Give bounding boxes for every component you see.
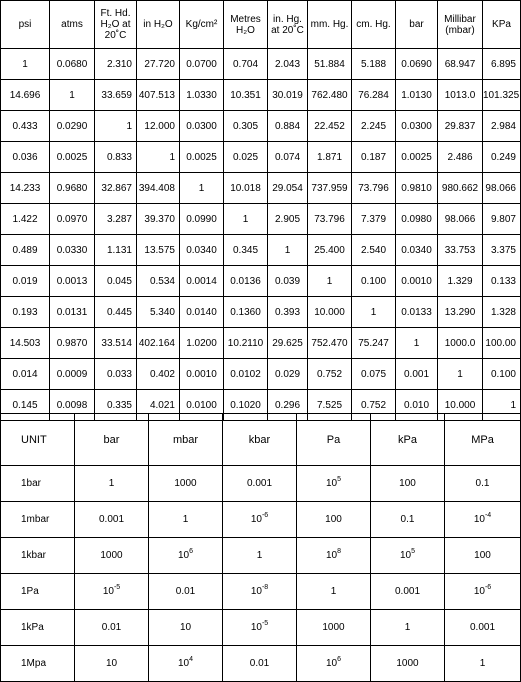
table-cell (297, 502, 371, 538)
exponent: 4 (189, 656, 194, 663)
table-cell (371, 610, 445, 646)
cell-value: 0.01 (249, 658, 270, 669)
table-cell (223, 502, 297, 538)
table-row (1, 80, 521, 111)
table-cell (1, 574, 75, 610)
table-cell: 0.193 (1, 297, 50, 328)
table-cell: 737.959 (308, 173, 352, 204)
table-cell (371, 646, 445, 682)
table-cell: 0.100 (483, 359, 521, 390)
column-header: KPa (483, 1, 521, 49)
cell-value: 10 (102, 586, 114, 597)
cell-value: 10 (250, 586, 262, 597)
table-cell: 0.884 (268, 111, 308, 142)
table-cell: 0.704 (224, 49, 268, 80)
table-cell: 1.0200 (180, 328, 224, 359)
column-header: mbar (149, 414, 223, 466)
cell-value: 10 (473, 586, 485, 597)
table-cell: 5.188 (352, 49, 396, 80)
table-cell: 1 (268, 235, 308, 266)
cell-value: 0.001 (98, 514, 125, 525)
table-cell: 13.290 (438, 297, 483, 328)
table-cell: 0.033 (95, 359, 137, 390)
table-cell: 1.131 (95, 235, 137, 266)
table-cell: 0.0102 (224, 359, 268, 390)
exponent: 6 (337, 656, 342, 663)
table-row (1, 142, 521, 173)
table-cell: 0.036 (1, 142, 50, 173)
table-cell: 2.043 (268, 49, 308, 80)
table-cell: 1.871 (308, 142, 352, 173)
table-cell: 0.0300 (396, 111, 438, 142)
exponent: -6 (484, 584, 492, 591)
column-header: Millibar (mbar) (438, 1, 483, 49)
cell-value: 1mbar (21, 514, 50, 525)
table-cell: 0.305 (224, 111, 268, 142)
table-cell: 75.247 (352, 328, 396, 359)
table-cell: 0.019 (1, 266, 50, 297)
table-cell (149, 646, 223, 682)
cell-value: 0.001 (394, 586, 421, 597)
column-header: kbar (223, 414, 297, 466)
table-cell: 0.833 (95, 142, 137, 173)
column-header: bar (396, 1, 438, 49)
table-cell (371, 502, 445, 538)
table-cell: 0.0131 (50, 297, 95, 328)
table-cell: 0.0690 (396, 49, 438, 80)
table-cell: 0.075 (352, 359, 396, 390)
table-cell: 14.503 (1, 328, 50, 359)
cell-value: 1000 (396, 658, 419, 669)
table-cell (1, 646, 75, 682)
column-header: Ft. Hd. H₂O at 20˚C (95, 1, 137, 49)
table-cell: 0.0098 (50, 390, 95, 421)
table-cell: 0.0290 (50, 111, 95, 142)
table-row (1, 359, 521, 390)
table-cell: 752.470 (308, 328, 352, 359)
cell-value: 10 (250, 514, 262, 525)
cell-value: 10 (399, 550, 412, 561)
cell-value: 0.1 (475, 478, 490, 489)
table-cell: 1 (95, 111, 137, 142)
table-cell (149, 538, 223, 574)
table-cell: 73.796 (308, 204, 352, 235)
cell-value: 1 (404, 622, 411, 633)
cell-value: 0.001 (246, 478, 273, 489)
table-cell: 100.00 (483, 328, 521, 359)
table-cell (1, 538, 75, 574)
cell-value: 0.001 (469, 622, 496, 633)
cell-value: 1kPa (21, 622, 44, 633)
table-cell: 0.039 (268, 266, 308, 297)
cell-value: 10 (473, 514, 485, 525)
column-header: Metres H₂O (224, 1, 268, 49)
table-cell: 1 (50, 80, 95, 111)
table-cell: 0.0330 (50, 235, 95, 266)
table-row (1, 235, 521, 266)
cell-value: 100 (399, 478, 416, 489)
table-cell: 33.514 (95, 328, 137, 359)
column-header: kPa (371, 414, 445, 466)
table-cell: 0.0990 (180, 204, 224, 235)
table-cell: 2.310 (95, 49, 137, 80)
exponent: -4 (484, 512, 492, 519)
table-cell: 2.486 (438, 142, 483, 173)
table-cell: 0.133 (483, 266, 521, 297)
table-cell (371, 538, 445, 574)
table-cell: 0.393 (268, 297, 308, 328)
table-cell: 22.452 (308, 111, 352, 142)
table-cell: 1 (137, 142, 180, 173)
table-cell: 32.867 (95, 173, 137, 204)
column-header: Kg/cm² (180, 1, 224, 49)
table-cell: 1.422 (1, 204, 50, 235)
table-cell: 0.489 (1, 235, 50, 266)
cell-value: 1bar (21, 478, 42, 489)
table-cell: 3.287 (95, 204, 137, 235)
table-cell (371, 466, 445, 502)
table-cell: 0.0009 (50, 359, 95, 390)
column-header: cm. Hg. (352, 1, 396, 49)
table-cell: 0.0100 (180, 390, 224, 421)
table-cell: 2.984 (483, 111, 521, 142)
table-cell (223, 538, 297, 574)
table-cell: 0.029 (268, 359, 308, 390)
table-cell: 98.066 (483, 173, 521, 204)
cell-value: 100 (474, 550, 491, 561)
table-cell (1, 466, 75, 502)
table-cell (223, 646, 297, 682)
table-cell: 73.796 (352, 173, 396, 204)
table-cell (297, 610, 371, 646)
cell-value: 1 (479, 658, 486, 669)
table-cell: 0.534 (137, 266, 180, 297)
table-cell: 7.525 (308, 390, 352, 421)
table-row (1, 610, 521, 646)
table-cell: 1 (483, 390, 521, 421)
table-cell (445, 502, 521, 538)
table-cell: 0.9680 (50, 173, 95, 204)
column-header: MPa (445, 414, 521, 466)
table-cell (445, 466, 521, 502)
table-cell: 0.0133 (396, 297, 438, 328)
cell-value: 1 (256, 550, 263, 561)
cell-value: 1Pa (21, 586, 39, 597)
exponent: -8 (261, 584, 269, 591)
cell-value: 10 (105, 658, 118, 669)
table-cell: 27.720 (137, 49, 180, 80)
table-cell: 68.947 (438, 49, 483, 80)
table-cell (75, 610, 149, 646)
table-cell: 0.0300 (180, 111, 224, 142)
cell-value: 1000 (100, 550, 123, 561)
table-cell: 0.0340 (180, 235, 224, 266)
table-cell (149, 466, 223, 502)
table-cell: 0.0136 (224, 266, 268, 297)
table-cell: 1.328 (483, 297, 521, 328)
table-cell (223, 610, 297, 646)
table-cell: 0.0970 (50, 204, 95, 235)
cell-value: 1 (108, 478, 115, 489)
table-cell (149, 502, 223, 538)
table-cell: 1 (1, 49, 50, 80)
table-cell (75, 646, 149, 682)
table-cell: 0.0025 (50, 142, 95, 173)
cell-value: 10 (179, 622, 192, 633)
exponent: -5 (261, 620, 269, 627)
table-cell: 6.895 (483, 49, 521, 80)
table-cell: 12.000 (137, 111, 180, 142)
table-cell: 0.335 (95, 390, 137, 421)
table-cell: 0.014 (1, 359, 50, 390)
table-cell: 0.145 (1, 390, 50, 421)
table-cell: 2.540 (352, 235, 396, 266)
table-cell: 0.0980 (396, 204, 438, 235)
column-header: psi (1, 1, 50, 49)
cell-value: 1000 (322, 622, 345, 633)
table-cell: 2.905 (268, 204, 308, 235)
table-cell: 0.0010 (396, 266, 438, 297)
table-cell (75, 538, 149, 574)
table-row (1, 502, 521, 538)
table-cell (297, 466, 371, 502)
table-cell: 1013.0 (438, 80, 483, 111)
table-cell (223, 466, 297, 502)
table-cell: 0.1020 (224, 390, 268, 421)
table-cell: 10.018 (224, 173, 268, 204)
table-cell: 407.513 (137, 80, 180, 111)
cell-value: 10 (250, 622, 262, 633)
table-cell: 0.296 (268, 390, 308, 421)
exponent: 5 (411, 548, 416, 555)
table-cell: 101.325 (483, 80, 521, 111)
table-row (1, 538, 521, 574)
table-cell: 10.2110 (224, 328, 268, 359)
unit-conversion-table (0, 413, 521, 682)
table-cell (149, 574, 223, 610)
table-cell: 13.575 (137, 235, 180, 266)
table-cell: 762.480 (308, 80, 352, 111)
column-header: atms (50, 1, 95, 49)
table-cell: 10.000 (308, 297, 352, 328)
table-cell: 0.0025 (396, 142, 438, 173)
column-header: UNIT (1, 414, 75, 466)
table-cell: 0.445 (95, 297, 137, 328)
table-cell: 0.433 (1, 111, 50, 142)
table-cell: 7.379 (352, 204, 396, 235)
table-cell (445, 538, 521, 574)
column-header: mm. Hg. (308, 1, 352, 49)
table-row (1, 574, 521, 610)
table-row (1, 297, 521, 328)
table-cell: 3.375 (483, 235, 521, 266)
table-cell: 51.884 (308, 49, 352, 80)
cell-value: 1kbar (21, 550, 47, 561)
table-cell: 980.662 (438, 173, 483, 204)
table-cell: 1000.0 (438, 328, 483, 359)
cell-value: 0.1 (400, 514, 415, 525)
table-cell: 0.074 (268, 142, 308, 173)
table-cell (223, 574, 297, 610)
table-cell: 0.001 (396, 359, 438, 390)
table-row (1, 646, 521, 682)
table-row (1, 204, 521, 235)
table-cell: 4.021 (137, 390, 180, 421)
exponent: -5 (113, 584, 121, 591)
table-cell: 0.1360 (224, 297, 268, 328)
table-cell (149, 610, 223, 646)
cell-value: 1Mpa (21, 658, 47, 669)
table-cell: 1 (352, 297, 396, 328)
table-row (1, 328, 521, 359)
cell-value: 10 (177, 658, 190, 669)
table-cell: 10.351 (224, 80, 268, 111)
table-cell: 33.753 (438, 235, 483, 266)
table-cell: 0.752 (352, 390, 396, 421)
exponent: -6 (261, 512, 269, 519)
table-cell (1, 502, 75, 538)
table-row (1, 466, 521, 502)
table-cell: 29.837 (438, 111, 483, 142)
table-cell: 402.164 (137, 328, 180, 359)
table-cell: 1 (224, 204, 268, 235)
table-cell: 1 (396, 328, 438, 359)
cell-value: 0.01 (175, 586, 196, 597)
table-row (1, 49, 521, 80)
column-header: in. Hg. at 20˚C (268, 1, 308, 49)
table-cell: 2.245 (352, 111, 396, 142)
table-cell (445, 646, 521, 682)
table-cell: 14.696 (1, 80, 50, 111)
table-cell: 0.752 (308, 359, 352, 390)
table-cell (371, 574, 445, 610)
table-cell: 29.054 (268, 173, 308, 204)
table-cell (1, 610, 75, 646)
table-cell: 0.0340 (396, 235, 438, 266)
table-cell: 0.187 (352, 142, 396, 173)
table-cell: 1.329 (438, 266, 483, 297)
table-cell: 0.0014 (180, 266, 224, 297)
table-cell: 76.284 (352, 80, 396, 111)
table-cell: 394.408 (137, 173, 180, 204)
table-cell: 0.100 (352, 266, 396, 297)
table-row (1, 111, 521, 142)
table-cell (75, 466, 149, 502)
table-row (1, 173, 521, 204)
table-cell: 0.9870 (50, 328, 95, 359)
column-header: in H₂O (137, 1, 180, 49)
cell-value: 10 (325, 550, 338, 561)
column-header: Pa (297, 414, 371, 466)
exponent: 8 (337, 548, 342, 555)
table-header-row (1, 1, 521, 49)
table-cell: 0.402 (137, 359, 180, 390)
table-cell (445, 610, 521, 646)
table-cell: 5.340 (137, 297, 180, 328)
table-cell: 0.0140 (180, 297, 224, 328)
table-cell: 0.0013 (50, 266, 95, 297)
cell-value: 10 (177, 550, 190, 561)
column-header: bar (75, 414, 149, 466)
cell-value: 0.01 (101, 622, 122, 633)
table-cell: 0.010 (396, 390, 438, 421)
table-cell: 0.249 (483, 142, 521, 173)
table-cell: 0.025 (224, 142, 268, 173)
table-cell: 0.0010 (180, 359, 224, 390)
table-cell: 29.625 (268, 328, 308, 359)
cell-value: 1000 (174, 478, 197, 489)
table-cell (297, 574, 371, 610)
exponent: 5 (337, 476, 342, 483)
table-cell: 9.807 (483, 204, 521, 235)
table-cell (445, 574, 521, 610)
exponent: 6 (189, 548, 194, 555)
cell-value: 100 (325, 514, 342, 525)
table-cell: 39.370 (137, 204, 180, 235)
table-cell: 0.345 (224, 235, 268, 266)
table-cell: 0.045 (95, 266, 137, 297)
cell-value: 10 (325, 478, 338, 489)
table-cell: 0.0700 (180, 49, 224, 80)
table-cell (75, 574, 149, 610)
table-cell: 1.0330 (180, 80, 224, 111)
table-cell: 33.659 (95, 80, 137, 111)
table-header-row (1, 414, 521, 466)
table-cell: 0.0680 (50, 49, 95, 80)
table-cell: 1 (438, 359, 483, 390)
table-cell: 1.0130 (396, 80, 438, 111)
table-cell: 14.233 (1, 173, 50, 204)
table-row (1, 266, 521, 297)
table-cell: 25.400 (308, 235, 352, 266)
table-cell: 30.019 (268, 80, 308, 111)
table-cell: 0.9810 (396, 173, 438, 204)
table-cell: 1 (180, 173, 224, 204)
table-cell (297, 646, 371, 682)
table-cell (297, 538, 371, 574)
table-cell: 98.066 (438, 204, 483, 235)
table-cell (75, 502, 149, 538)
table-cell: 10.000 (438, 390, 483, 421)
table-cell: 1 (308, 266, 352, 297)
cell-value: 10 (325, 658, 338, 669)
cell-value: 1 (182, 514, 189, 525)
cell-value: 1 (330, 586, 337, 597)
table-cell: 0.0025 (180, 142, 224, 173)
